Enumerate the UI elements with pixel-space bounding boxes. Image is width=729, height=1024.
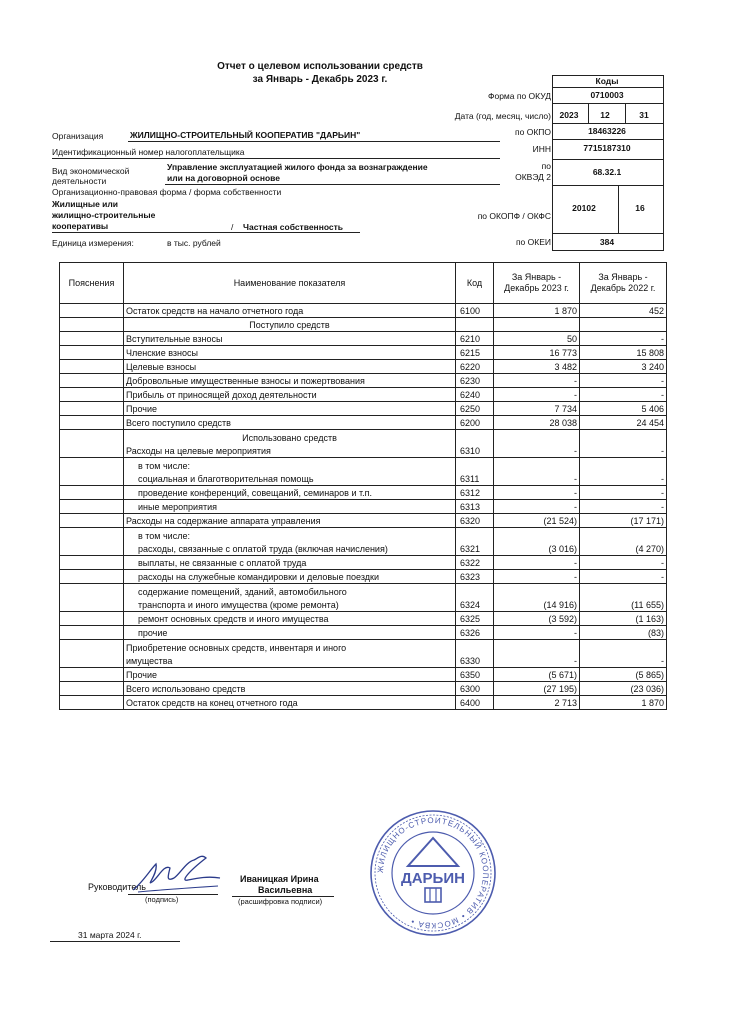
table-row [60,486,667,500]
legal-2: жилищно-строительные [52,210,156,220]
row-code: 6325 [456,612,494,626]
date-year: 2023 [559,110,579,120]
row-code: 6300 [456,682,494,696]
stamp-ring-text: ЖИЛИЩНО-СТРОИТЕЛЬНЫЙ КООПЕРАТИВ • МОСКВА • [375,815,491,931]
row-name: Прочие [124,402,456,416]
codes-box [552,75,664,251]
row-code: 6320 [456,514,494,528]
row-name: имущества [124,654,456,668]
sign-hint: (подпись) [145,895,179,904]
row-notes [60,528,124,542]
row-name: Добровольные имущественные взносы и пожертвования [124,374,456,388]
row-notes [60,430,124,444]
row-value-2023: - [494,374,580,388]
table-row [60,332,667,346]
row-code: 6311 [456,472,494,486]
table-row [60,696,667,710]
table-row [60,556,667,570]
table-row [60,570,667,584]
date-day: 31 [639,110,649,120]
row-notes [60,318,124,332]
row-notes [60,556,124,570]
row-notes [60,374,124,388]
table-row [60,682,667,696]
row-value-2022: - [580,500,667,514]
row-notes [60,472,124,486]
row-notes [60,402,124,416]
row-value-2023: (3 016) [494,542,580,556]
row-code: 6250 [456,402,494,416]
row-value-2023 [494,528,580,542]
row-code [456,584,494,598]
row-notes [60,654,124,668]
row-notes [60,360,124,374]
row-name: социальная и благотворительная помощь [124,472,456,486]
table-row [60,346,667,360]
row-notes [60,584,124,598]
inn-label: Идентификационный номер налогоплательщика [52,147,245,157]
row-value-2022: 1 870 [580,696,667,710]
row-value-2023: - [494,486,580,500]
row-name: Членские взносы [124,346,456,360]
row-notes [60,626,124,640]
table-row [60,416,667,430]
row-name: расходы, связанные с оплатой труда (включая начисления) [124,542,456,556]
row-value-2022: 24 454 [580,416,667,430]
table-row [60,458,667,472]
row-code [456,318,494,332]
row-notes [60,346,124,360]
okopf-label: по ОКОПФ / ОКФС [477,211,551,221]
row-value-2022: - [580,654,667,668]
row-value-2023: (3 592) [494,612,580,626]
row-name: Остаток средств на конец отчетного года [124,696,456,710]
row-value-2023: 1 870 [494,304,580,318]
row-code: 6210 [456,332,494,346]
table-row [60,528,667,542]
row-value-2023: 2 713 [494,696,580,710]
row-value-2022 [580,458,667,472]
header-2022: За Январь - Декабрь 2022 г. [580,263,667,304]
row-value-2023: 28 038 [494,416,580,430]
table-body [60,304,667,710]
row-name: Расходы на содержание аппарата управления [124,514,456,528]
table-row [60,374,667,388]
row-value-2022 [580,584,667,598]
row-name: Вступительные взносы [124,332,456,346]
row-value-2023: - [494,388,580,402]
row-code [456,458,494,472]
row-code: 6100 [456,304,494,318]
stamp-name: ДАРЬИН [401,870,465,887]
row-code: 6330 [456,654,494,668]
row-code: 6310 [456,444,494,458]
org-label: Организация [52,131,104,141]
row-name: содержание помещений, зданий, автомобильного [124,584,456,598]
table-row [60,472,667,486]
row-value-2022: - [580,556,667,570]
table-row [60,360,667,374]
organization-stamp [368,808,498,938]
table-row [60,402,667,416]
row-value-2023: - [494,626,580,640]
row-value-2023: - [494,654,580,668]
row-name: иные мероприятия [124,500,456,514]
table-row [60,318,667,332]
row-name: Расходы на целевые мероприятия [124,444,456,458]
row-name: Приобретение основных средств, инвентаря и иного [124,640,456,654]
row-name: ремонт основных средств и иного имущества [124,612,456,626]
report-title: Отчет о целевом использовании средств [217,61,423,72]
row-name: проведение конференций, совещаний, семинаров и т.п. [124,486,456,500]
row-code: 6215 [456,346,494,360]
row-value-2023: (27 195) [494,682,580,696]
codes-title: Коды [595,76,619,86]
table-row [60,654,667,668]
ownership-separator: / [231,222,234,232]
row-notes [60,542,124,556]
header-notes: Пояснения [60,263,124,304]
row-value-2023: 50 [494,332,580,346]
table-row [60,542,667,556]
row-value-2023 [494,640,580,654]
row-value-2023: - [494,500,580,514]
row-value-2022: 5 406 [580,402,667,416]
row-name: Прочие [124,668,456,682]
row-value-2022: (17 171) [580,514,667,528]
unit-label: Единица измерения: [52,238,134,248]
signer-name-1: Иваницкая Ирина [240,874,319,884]
okud-label: Форма по ОКУД [488,91,551,101]
row-code [456,430,494,444]
row-notes [60,304,124,318]
sign-date: 31 марта 2024 г. [78,930,142,940]
row-value-2023: - [494,472,580,486]
row-value-2022 [580,640,667,654]
row-value-2022: (83) [580,626,667,640]
row-code: 6220 [456,360,494,374]
activity-1: Управление эксплуатацией жилого фонда за вознаграждение [167,162,428,172]
row-notes [60,570,124,584]
usage-table [59,262,667,710]
row-notes [60,486,124,500]
row-name: Использовано средств [124,430,456,444]
row-notes [60,514,124,528]
row-notes [60,598,124,612]
activity-label-1: Вид экономической [52,166,130,176]
row-value-2023 [494,430,580,444]
legal-label: Организационно-правовая форма / форма собственности [52,187,282,197]
signer-role: Руководитель [88,882,146,892]
row-value-2022: (5 865) [580,668,667,682]
row-value-2022: - [580,332,667,346]
table-row [60,640,667,654]
row-value-2022 [580,318,667,332]
table-row [60,584,667,598]
row-code: 6321 [456,542,494,556]
row-name: выплаты, не связанные с оплатой труда [124,556,456,570]
table-row [60,444,667,458]
row-name: Поступило средств [124,318,456,332]
org-name: ЖИЛИЩНО-СТРОИТЕЛЬНЫЙ КООПЕРАТИВ "ДАРЬИН" [130,130,361,140]
row-value-2023: - [494,556,580,570]
row-value-2023: 3 482 [494,360,580,374]
legal-3: кооперативы [52,221,109,231]
row-notes [60,332,124,346]
header-2023: За Январь - Декабрь 2023 г. [494,263,580,304]
row-code: 6313 [456,500,494,514]
row-value-2023 [494,458,580,472]
header-name: Наименование показателя [124,263,456,304]
row-notes [60,388,124,402]
okud-value: 0710003 [590,90,624,100]
row-value-2023: - [494,570,580,584]
row-name: Целевые взносы [124,360,456,374]
row-notes [60,416,124,430]
activity-label-2: деятельности [52,176,107,186]
inn-value: 7715187310 [583,143,631,153]
header-code: Код [456,263,494,304]
row-value-2023 [494,584,580,598]
row-notes [60,500,124,514]
decode-hint: (расшифровка подписи) [238,897,323,906]
okved-label-2: ОКВЭД 2 [515,172,551,182]
report-period: за Январь - Декабрь 2023 г. [252,74,388,85]
row-name: в том числе: [124,528,456,542]
row-name: в том числе: [124,458,456,472]
okved-value: 68.32.1 [592,167,622,177]
row-name: Прибыль от приносящей доход деятельности [124,388,456,402]
row-value-2022: - [580,472,667,486]
table-row [60,514,667,528]
row-code: 6350 [456,668,494,682]
signer-name-2: Васильевна [258,885,313,895]
okfs-value: 16 [635,203,645,213]
date-label: Дата (год, месяц, число) [454,111,551,121]
row-code: 6400 [456,696,494,710]
row-value-2023 [494,318,580,332]
row-notes [60,640,124,654]
table-row [60,612,667,626]
row-value-2022: 15 808 [580,346,667,360]
row-name: расходы на служебные командировки и деловые поездки [124,570,456,584]
row-name: Остаток средств на начало отчетного года [124,304,456,318]
row-value-2022: (1 163) [580,612,667,626]
activity-2: или на договорной основе [167,173,281,183]
okei-label: по ОКЕИ [515,237,551,247]
row-notes [60,682,124,696]
row-value-2022: - [580,570,667,584]
row-notes [60,668,124,682]
row-value-2023: 7 734 [494,402,580,416]
row-code: 6326 [456,626,494,640]
row-code: 6323 [456,570,494,584]
row-value-2022 [580,528,667,542]
row-code: 6322 [456,556,494,570]
row-code: 6230 [456,374,494,388]
row-value-2023: (14 916) [494,598,580,612]
row-notes [60,444,124,458]
unit-value: в тыс. рублей [167,238,221,248]
okpo-label: по ОКПО [515,127,551,137]
row-code: 6240 [456,388,494,402]
table-row [60,500,667,514]
row-value-2022: 452 [580,304,667,318]
row-value-2023: (21 524) [494,514,580,528]
row-code [456,528,494,542]
row-value-2022: (23 036) [580,682,667,696]
okved-label-1: по [541,161,551,171]
row-name: прочие [124,626,456,640]
row-code: 6324 [456,598,494,612]
table-row [60,626,667,640]
row-notes [60,612,124,626]
legal-1: Жилищные или [52,199,119,209]
date-month: 12 [600,110,610,120]
table-row [60,388,667,402]
table-row [60,668,667,682]
row-value-2022: - [580,444,667,458]
row-code: 6200 [456,416,494,430]
table-row [60,598,667,612]
row-notes [60,458,124,472]
row-value-2022: (11 655) [580,598,667,612]
row-value-2022: - [580,486,667,500]
table-row [60,430,667,444]
table-row [60,304,667,318]
inn-code-label: ИНН [532,144,551,154]
row-value-2023: 16 773 [494,346,580,360]
row-value-2022: 3 240 [580,360,667,374]
row-name: Всего использовано средств [124,682,456,696]
row-code: 6312 [456,486,494,500]
okpo-value: 18463226 [588,126,626,136]
row-value-2022 [580,430,667,444]
okopf-value: 20102 [572,203,596,213]
row-value-2022: - [580,374,667,388]
row-value-2023: (5 671) [494,668,580,682]
okei-value: 384 [599,237,615,247]
row-notes [60,696,124,710]
ownership: Частная собственность [243,222,344,232]
row-name: транспорта и иного имущества (кроме ремонта) [124,598,456,612]
row-value-2023: - [494,444,580,458]
row-name: Всего поступило средств [124,416,456,430]
row-value-2022: - [580,388,667,402]
row-value-2022: (4 270) [580,542,667,556]
row-code [456,640,494,654]
